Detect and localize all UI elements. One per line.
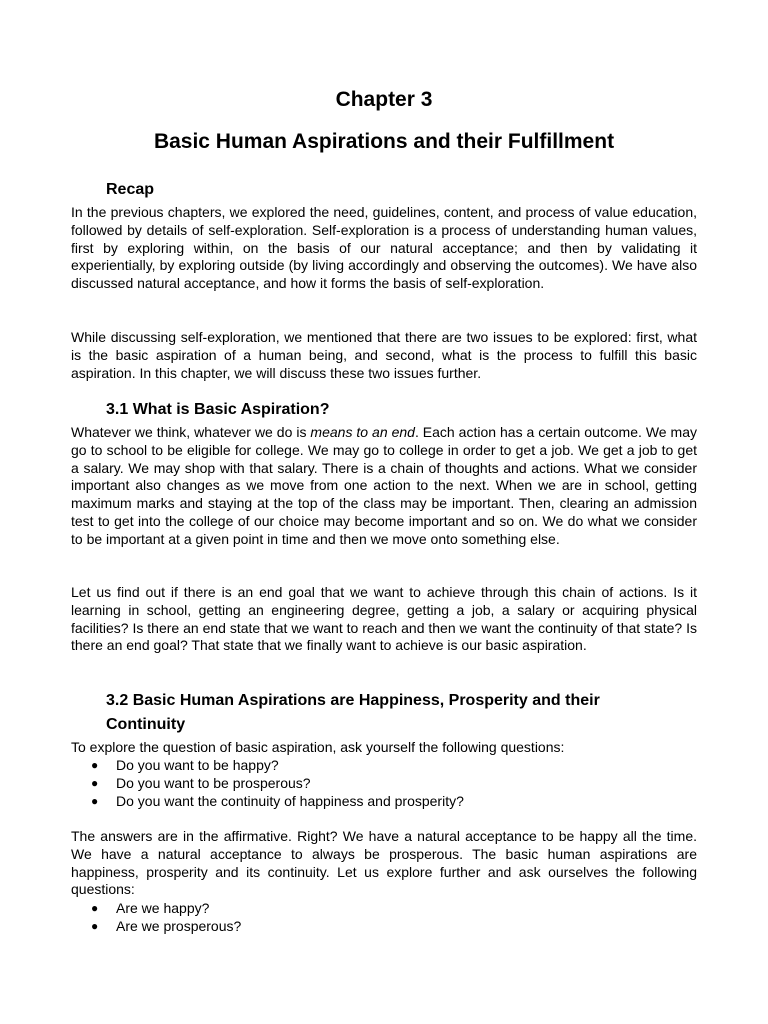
list-item-text: Do you want to be prosperous? bbox=[116, 774, 311, 791]
list-item bbox=[71, 775, 697, 793]
list-item bbox=[71, 757, 697, 775]
bullet-icon: ● bbox=[91, 793, 99, 808]
list-item bbox=[71, 793, 697, 811]
text-run: Whatever we think, whatever we do is bbox=[71, 424, 311, 440]
question-list-1 bbox=[71, 757, 697, 810]
emphasis-text: means to an end bbox=[310, 424, 415, 440]
list-item bbox=[71, 918, 697, 936]
bullet-icon: ● bbox=[91, 758, 99, 772]
heading-line-2: Continuity bbox=[106, 716, 186, 733]
chapter-number: Chapter 3 bbox=[335, 88, 433, 111]
heading-line-1: 3.2 Basic Human Aspirations are Happiness, Prosperity and their bbox=[106, 692, 600, 709]
recap-heading: Recap bbox=[106, 181, 155, 198]
list-item-text: Are we happy? bbox=[116, 900, 210, 916]
list-item bbox=[71, 900, 697, 918]
chapter-title: Basic Human Aspirations and their Fulfillment bbox=[153, 130, 615, 153]
list-item-text: Do you want to be happy? bbox=[116, 757, 279, 773]
section-3-1-paragraph-2: Let us find out if there is an end goal that we want to achieve through this chain of actions. Is it learning in school, getting an engineering degree, getting a job, a salary or acquiring physical facilities? Is there an end state that we want to reach and then we want the continuity of that state? Is there an end goal? That state that we finally want to achieve is our basic aspiration. bbox=[71, 584, 697, 654]
section-3-1-heading: 3.1 What is Basic Aspiration? bbox=[106, 401, 330, 418]
section-3-2-heading bbox=[106, 689, 600, 737]
section-3-1-paragraph-1 bbox=[71, 424, 697, 549]
list-item-text: Do you want the continuity of happiness and prosperity? bbox=[116, 792, 464, 809]
recap-paragraph-2: While discussing self-exploration, we mentioned that there are two issues to be explored: first, what is the basic aspiration of a human being, and second, what is the process to fulfill this basic aspiration. In this chapter, we will discuss these two issues further. bbox=[71, 329, 697, 381]
text-run: . Each action has a certain outcome. We may go to school to be eligible for college. We may go to college in order to get a job. We get a job to get a salary. We may shop with that salary. There is a chain of thoughts and actions. What we consider important also changes as we move from one action to the next. When we are in school, getting maximum marks and staying at the top of the class may be important. Then, clearing an admission test to get into the college of our choice may become important and so on. We do what we consider to be important at a given point in time and then we move onto something else. bbox=[71, 424, 697, 547]
question-list-2 bbox=[71, 900, 697, 936]
recap-paragraph-1: In the previous chapters, we explored the need, guidelines, content, and process of value education, followed by details of self-exploration. Self-exploration is a process of understanding human values, first by exploring within, on the basis of our natural acceptance; and then by validating it experientially, by exploring outside (by living accordingly and observing the outcomes). We have also discussed natural acceptance, and how it forms the basis of self-exploration. bbox=[71, 204, 697, 292]
bullet-icon: ● bbox=[91, 918, 99, 933]
bullet-icon: ● bbox=[91, 775, 99, 790]
section-3-2-paragraph-2: The answers are in the affirmative. Right? We have a natural acceptance to be happy all the time. We have a natural acceptance to always be prosperous. The basic human aspirations are happiness, prosperity and its continuity. Let us explore further and ask ourselves the following questions: bbox=[71, 828, 697, 898]
list-item-text: Are we prosperous? bbox=[116, 917, 242, 934]
bullet-icon: ● bbox=[91, 901, 99, 915]
section-3-2-intro: To explore the question of basic aspiration, ask yourself the following questions: bbox=[71, 739, 565, 755]
